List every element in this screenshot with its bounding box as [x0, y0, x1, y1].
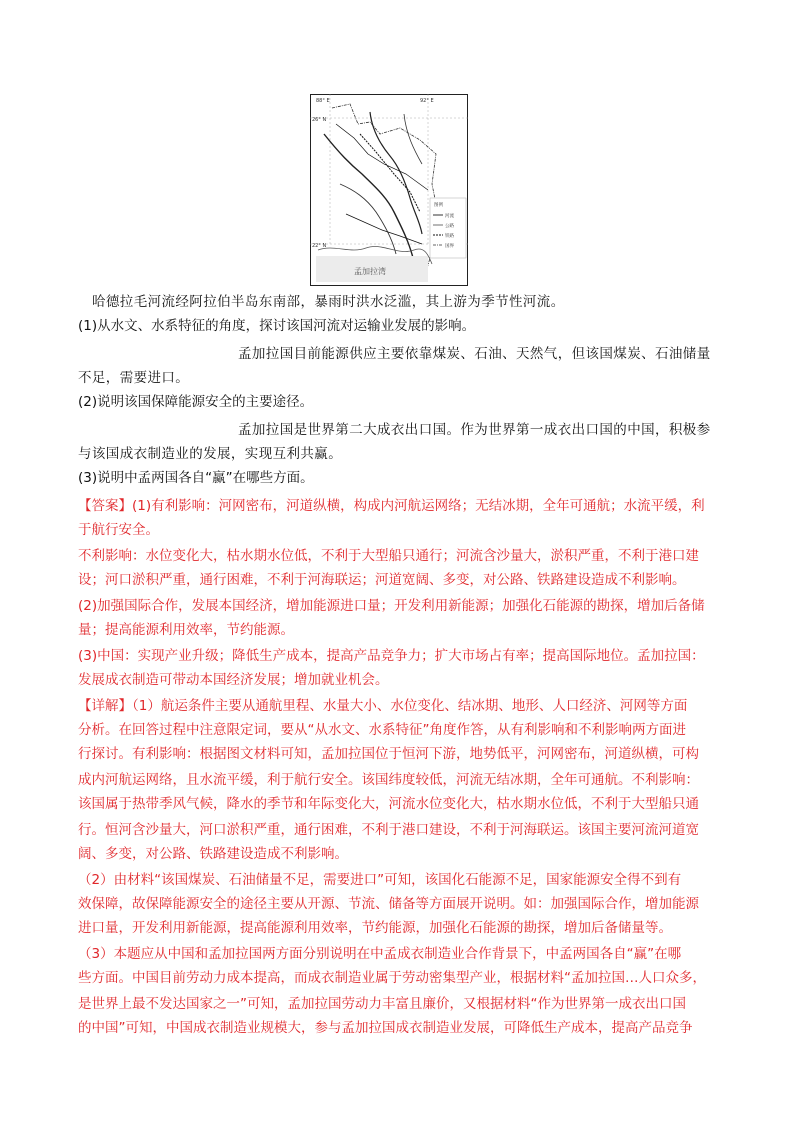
answer-line-4: 设；河口淤积严重，通行困难，不利于河海联运；河道宽阔、多变，对公路、铁路建设造成不利影响。: [78, 572, 686, 588]
legend-road: 公路: [445, 224, 454, 229]
explain-line-3: 行探讨。有利影响：根据图文材料可知，孟加拉国位于恒河下游，地势低平，河网密布，河道纵横，可构: [78, 746, 699, 762]
legend-border: 国界: [445, 244, 454, 249]
bangladesh-map: [310, 94, 468, 286]
explain-line-6: 行。恒河含沙量大，河口淤积严重，通行困难，不利于港口建设，不利于河海联运。该国主要河流河道宽: [78, 822, 699, 838]
question-3: (3)说明中孟两国各自“赢”在哪些方面。: [78, 470, 314, 486]
map-lon-left: 88° E: [316, 98, 330, 104]
explain-line-11: （3）本题应从中国和孟加拉国两方面分别说明在中孟成衣制造业合作背景下，中孟两国各自“赢”在哪: [78, 946, 682, 962]
explain-line-14: 的中国”可知，中国成衣制造业规模大，参与孟加拉国成衣制造业发展，可降低生产成本，提高产品竞争: [78, 1020, 693, 1036]
explain-line-12: 些方面。中国目前劳动力成本提高，而成衣制造业属于劳动密集型产业，根据材料“孟加拉国…人口众多，: [78, 970, 706, 986]
answer-line-2: 于航行安全。: [78, 522, 159, 538]
explain-line-9: 效保障，故保障能源安全的途径主要从开源、节流、储备等方面展开说明。如：加强国际合作，增加能源: [78, 896, 699, 912]
explain-line-4: 成内河航运网络，且水流平缓，利于航行安全。该国纬度较低，河流无结冰期，全年可通航。不利影响：: [78, 772, 699, 788]
question-1: (1)从水文、水系特征的角度，探讨该国河流对运输业发展的影响。: [78, 318, 476, 334]
map-lat-bottom: 22° N: [312, 243, 327, 249]
legend-title: 图例: [434, 203, 443, 208]
explain-line-13: 是世界上最不发达国家之一”可知，孟加拉国劳动力丰富且廉价，又根据材料“作为世界第一成衣出口国: [78, 996, 686, 1012]
answer-line-7: (3)中国：实现产业升级；降低生产成本，提高产品竞争力；扩大市场占有率；提高国际地位。孟加拉国：: [78, 648, 705, 664]
material-line-3: 不足，需要进口。: [78, 370, 190, 386]
legend-rail: 铁路: [445, 234, 454, 239]
legend-river: 河流: [445, 214, 454, 219]
question-2: (2)说明该国保障能源安全的主要途径。: [78, 394, 314, 410]
explain-line-7: 阔、多变，对公路、铁路建设造成不利影响。: [78, 846, 348, 862]
map-bay-label: 孟加拉湾: [354, 267, 386, 276]
material-line-5: 与该国成衣制造业的发展，实现互利共赢。: [78, 446, 343, 462]
explain-line-2: 分析。在回答过程中注意限定词，要从“从水文、水系特征”角度作答，从有利影响和不利影响两方面进: [78, 722, 686, 738]
explain-line-10: 进口量，开发利用新能源，提高能源利用效率，节约能源，加强化石能源的勘探，增加后备储量等。: [78, 920, 672, 936]
answer-line-5: (2)加强国际合作，发展本国经济，增加能源进口量；开发利用新能源；加强化石能源的勘探，增加后备储: [78, 598, 705, 614]
material-line-4: 孟加拉国是世界第二大成衣出口国。作为世界第一成衣出口国的中国，积极参: [238, 422, 711, 438]
answer-line-8: 发展成衣制造可带动本国经济发展；增加就业机会。: [78, 672, 389, 688]
answer-line-1: 【答案】(1)有利影响：河网密布，河道纵横，构成内河航运网络；无结冰期，全年可通航；水流平缓，利: [78, 498, 705, 514]
material-line-1: 哈德拉毛河流经阿拉伯半岛东南部，暴雨时洪水泛滥，其上游为季节性河流。: [92, 294, 565, 310]
answer-line-3: 不利影响：水位变化大，枯水期水位低，不利于大型船只通行；河流含沙量大，淤积严重，不利于港口建: [78, 548, 699, 564]
answer-line-6: 量；提高能源利用效率，节约能源。: [78, 622, 294, 638]
explain-line-5: 该国属于热带季风气候，降水的季节和年际变化大，河流水位变化大，枯水期水位低，不利于大型船只通: [78, 796, 699, 812]
explain-line-8: （2）由材料“该国煤炭、石油储量不足，需要进口”可知，该国化石能源不足，国家能源安全得不到有: [78, 872, 682, 888]
map-lat-top: 26° N: [312, 117, 327, 123]
map-lon-right: 92° E: [420, 98, 434, 104]
material-line-2: 孟加拉国目前能源供应主要依靠煤炭、石油、天然气，但该国煤炭、石油储量: [238, 346, 711, 362]
explain-line-1: 【详解】（1）航运条件主要从通航里程、水量大小、水位变化、结冰期、地形、人口经济、河网等方面: [78, 698, 688, 714]
